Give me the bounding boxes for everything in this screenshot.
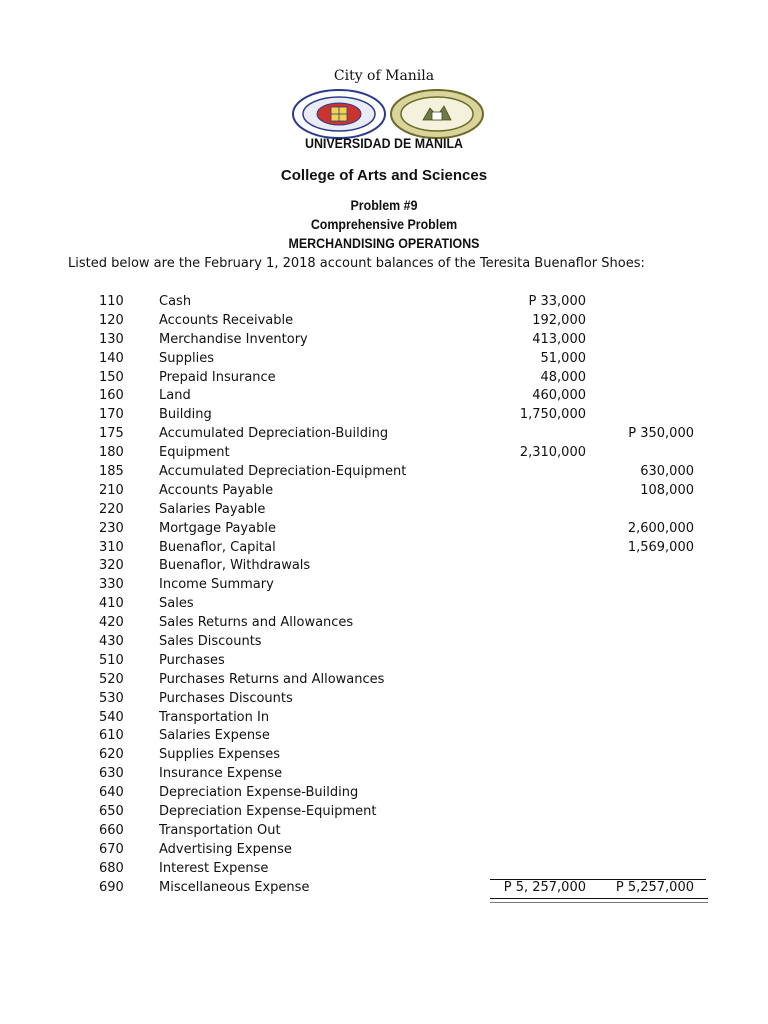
account-name: Sales xyxy=(159,596,194,612)
account-name: Sales Returns and Allowances xyxy=(159,615,354,631)
account-name: Insurance Expense xyxy=(159,766,283,782)
account-number: 630 xyxy=(99,766,124,782)
account-name: Advertising Expense xyxy=(159,841,292,857)
account-debit: P 5, 257,000 xyxy=(503,879,586,895)
total-double-rule-1 xyxy=(490,898,708,899)
university-seal-icon xyxy=(389,88,485,140)
account-name: Supplies Expenses xyxy=(159,747,281,763)
account-name: Prepaid Insurance xyxy=(159,369,276,385)
account-row xyxy=(0,879,768,898)
account-name: Accounts Payable xyxy=(159,482,274,498)
account-debit: 192,000 xyxy=(532,312,586,328)
account-name: Buenaflor, Capital xyxy=(159,539,276,555)
account-row xyxy=(0,784,768,803)
account-credit: 108,000 xyxy=(640,482,694,498)
account-name: Purchases xyxy=(159,652,225,668)
account-number: 660 xyxy=(99,822,124,838)
account-row xyxy=(0,803,768,822)
account-row xyxy=(0,690,768,709)
university-name: UNIVERSIDAD DE MANILA xyxy=(304,136,464,151)
account-name: Salaries Payable xyxy=(159,501,266,517)
account-name: Land xyxy=(159,388,191,404)
account-number: 520 xyxy=(99,671,124,687)
account-number: 410 xyxy=(99,596,124,612)
account-row xyxy=(0,350,768,369)
account-number: 330 xyxy=(99,577,124,593)
account-name: Merchandise Inventory xyxy=(159,331,308,347)
account-row xyxy=(0,652,768,671)
account-credit: P 350,000 xyxy=(628,426,694,442)
account-name: Income Summary xyxy=(159,577,274,593)
account-row xyxy=(0,539,768,558)
problem-subtitle: Comprehensive Problem xyxy=(310,217,458,232)
account-number: 530 xyxy=(99,690,124,706)
account-credit: 2,600,000 xyxy=(627,520,694,536)
account-number: 430 xyxy=(99,634,124,650)
account-number: 320 xyxy=(99,558,124,574)
account-number: 220 xyxy=(99,501,124,517)
account-row xyxy=(0,501,768,520)
account-number: 640 xyxy=(99,785,124,801)
account-number: 150 xyxy=(99,369,124,385)
account-row xyxy=(0,520,768,539)
account-number: 540 xyxy=(99,709,124,725)
account-number: 230 xyxy=(99,520,124,536)
account-credit: P 5,257,000 xyxy=(615,879,694,895)
account-row xyxy=(0,671,768,690)
account-row xyxy=(0,709,768,728)
account-debit: P 33,000 xyxy=(528,294,586,309)
account-name: Accumulated Depreciation-Equipment xyxy=(159,464,407,480)
account-name: Purchases Discounts xyxy=(159,690,293,706)
account-number: 680 xyxy=(99,860,124,876)
account-number: 110 xyxy=(99,294,124,309)
intro-text: Listed below are the February 1, 2018 account balances of the Teresita Buenaflor Shoes: xyxy=(68,256,645,271)
account-row xyxy=(0,595,768,614)
account-row xyxy=(0,576,768,595)
account-debit: 1,750,000 xyxy=(519,407,586,423)
account-number: 620 xyxy=(99,747,124,763)
city-seal-icon xyxy=(291,88,387,140)
problem-number: Problem #9 xyxy=(350,198,418,213)
account-name: Purchases Returns and Allowances xyxy=(159,671,385,687)
account-number: 170 xyxy=(99,407,124,423)
account-row xyxy=(0,727,768,746)
account-credit: 630,000 xyxy=(640,464,694,480)
account-number: 690 xyxy=(99,879,124,895)
city-header: City of Manila xyxy=(333,68,435,84)
account-number: 160 xyxy=(99,388,124,404)
account-debit: 413,000 xyxy=(532,331,586,347)
account-name: Depreciation Expense-Building xyxy=(159,785,359,801)
account-row xyxy=(0,765,768,784)
account-row xyxy=(0,387,768,406)
account-name: Supplies xyxy=(159,350,214,366)
account-number: 210 xyxy=(99,482,124,498)
account-name: Building xyxy=(159,407,212,423)
account-row xyxy=(0,331,768,350)
account-name: Cash xyxy=(159,294,192,309)
account-number: 310 xyxy=(99,539,124,555)
college-name: College of Arts and Sciences xyxy=(280,167,488,184)
account-name: Transportation Out xyxy=(159,822,281,838)
account-number: 175 xyxy=(99,426,124,442)
account-name: Salaries Expense xyxy=(159,728,270,744)
account-row xyxy=(0,463,768,482)
account-debit: 2,310,000 xyxy=(519,445,586,461)
account-number: 650 xyxy=(99,804,124,820)
total-top-rule xyxy=(490,879,706,880)
account-debit: 460,000 xyxy=(532,388,586,404)
account-number: 185 xyxy=(99,464,124,480)
account-number: 140 xyxy=(99,350,124,366)
account-row xyxy=(0,369,768,388)
account-name: Miscellaneous Expense xyxy=(159,879,310,895)
account-number: 510 xyxy=(99,652,124,668)
account-name: Equipment xyxy=(159,445,230,461)
account-name: Accumulated Depreciation-Building xyxy=(159,426,389,442)
account-debit: 51,000 xyxy=(540,350,586,366)
account-number: 130 xyxy=(99,331,124,347)
account-row xyxy=(0,746,768,765)
account-number: 420 xyxy=(99,615,124,631)
account-number: 610 xyxy=(99,728,124,744)
total-double-rule-2 xyxy=(490,902,708,903)
account-row xyxy=(0,860,768,879)
account-name: Transportation In xyxy=(159,709,270,725)
account-row xyxy=(0,293,768,312)
account-name: Accounts Receivable xyxy=(159,312,294,328)
account-row xyxy=(0,425,768,444)
account-row xyxy=(0,444,768,463)
account-row xyxy=(0,406,768,425)
account-row xyxy=(0,633,768,652)
account-row xyxy=(0,841,768,860)
account-debit: 48,000 xyxy=(540,369,586,385)
account-name: Interest Expense xyxy=(159,860,269,876)
account-name: Depreciation Expense-Equipment xyxy=(159,804,377,820)
account-number: 670 xyxy=(99,841,124,857)
account-row xyxy=(0,614,768,633)
account-number: 180 xyxy=(99,445,124,461)
account-row xyxy=(0,822,768,841)
problem-topic: MERCHANDISING OPERATIONS xyxy=(288,236,480,251)
account-name: Mortgage Payable xyxy=(159,520,276,536)
account-number: 120 xyxy=(99,312,124,328)
accounts-table xyxy=(0,293,768,898)
account-name: Sales Discounts xyxy=(159,634,262,650)
account-row xyxy=(0,557,768,576)
account-row xyxy=(0,482,768,501)
account-row xyxy=(0,312,768,331)
account-name: Buenaflor, Withdrawals xyxy=(159,558,311,574)
logos xyxy=(291,88,487,140)
account-credit: 1,569,000 xyxy=(627,539,694,555)
